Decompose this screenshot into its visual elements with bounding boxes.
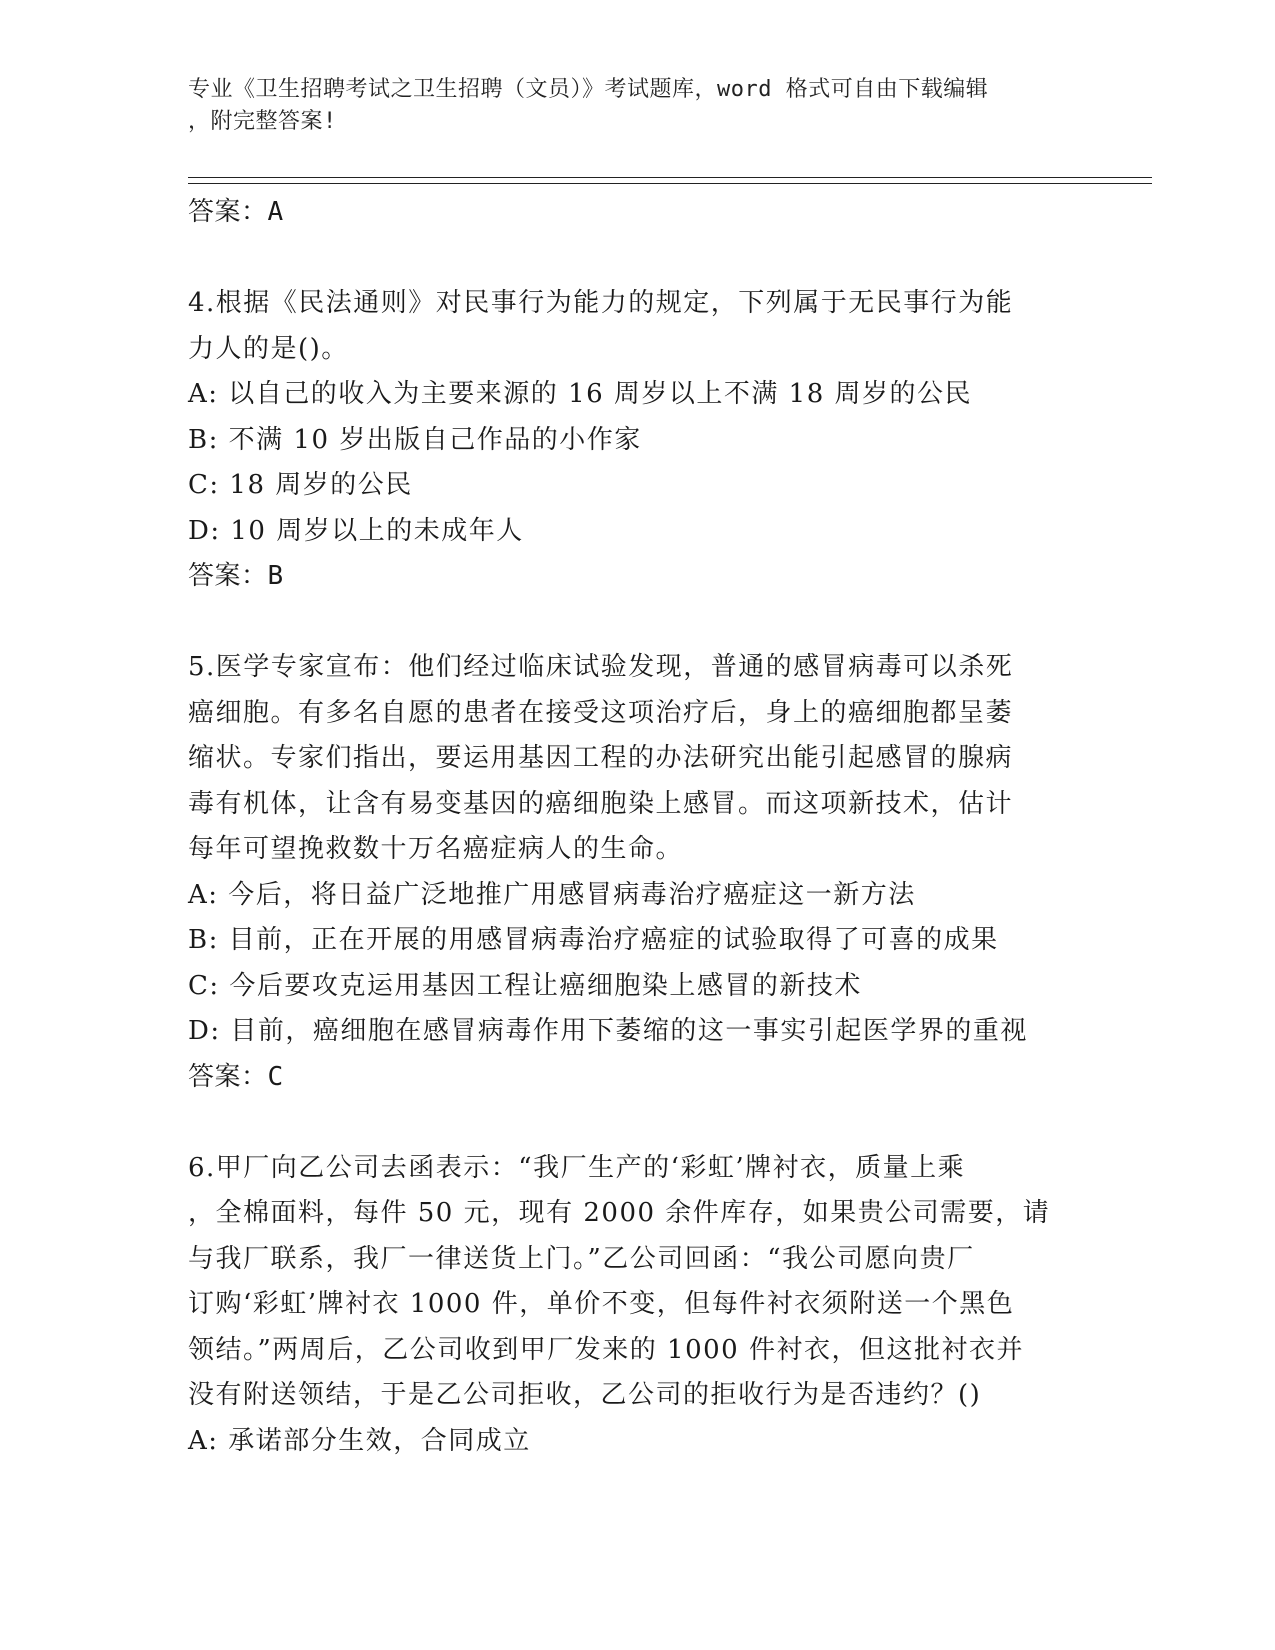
question-stem-line: 缩状。专家们指出，要运用基因工程的办法研究出能引起感冒的腺病 [188,743,1014,773]
question-stem-line: 订购‘彩虹’牌衬衣 1000 件，单价不变，但每件衬衣须附送一个黑色 [188,1289,1015,1319]
option-a: A: 今后，将日益广泛地推广用感冒病毒治疗癌症这一新方法 [188,879,916,910]
question-stem-line: 没有附送领结，于是乙公司拒收，乙公司的拒收行为是否违约？() [188,1380,982,1410]
header-line-2: ，附完整答案! [188,109,337,134]
question-4 [188,281,1088,600]
header-rule-top [188,177,1152,178]
option-c: C: 18 周岁的公民 [188,470,413,500]
question-list [188,190,1088,1464]
header-line-1: 专业《卫生招聘考试之卫生招聘（文员）》考试题库，word 格式可自由下载编辑 [188,77,989,102]
option-d: D: 目前，癌细胞在感冒病毒作用下萎缩的这一事实引起医学界的重视 [188,1016,1028,1046]
question-stem-line: 4.根据《民法通则》对民事行为能力的规定，下列属于无民事行为能 [188,288,1014,318]
page-header [188,74,1068,138]
option-c: C: 今后要攻克运用基因工程让癌细胞染上感冒的新技术 [188,970,862,1001]
option-b: B: 目前，正在开展的用感冒病毒治疗癌症的试验取得了可喜的成果 [188,925,999,955]
question-stem-line: 每年可望挽救数十万名癌症病人的生命。 [188,834,684,864]
question-stem-line: 癌细胞。有多名自愿的患者在接受这项治疗后，身上的癌细胞都呈萎 [188,697,1014,728]
spacer [188,1100,1088,1146]
header-rule-bottom [188,183,1152,184]
question-stem-line: 毒有机体，让含有易变基因的癌细胞染上感冒。而这项新技术，估计 [188,788,1014,819]
question-stem-line: 力人的是()。 [188,333,349,364]
question-5 [188,645,1088,1100]
question-stem-line: 5.医学专家宣布：他们经过临床试验发现，普通的感冒病毒可以杀死 [188,652,1014,682]
option-d: D: 10 周岁以上的未成年人 [188,515,524,546]
answer-5: 答案：C [188,1061,284,1092]
option-a: A: 以自己的收入为主要来源的 16 周岁以上不满 18 周岁的公民 [188,379,973,409]
spacer [188,236,1088,282]
question-stem-line: 领结。”两周后，乙公司收到甲厂发来的 1000 件衬衣，但这批衬衣并 [188,1334,1024,1365]
option-a: A: 承诺部分生效，合同成立 [188,1425,531,1456]
question-stem-line: 6.甲厂向乙公司去函表示：“我厂生产的‘彩虹’牌衬衣，质量上乘 [188,1152,966,1183]
answer-4: 答案：B [188,561,284,591]
answer-prev: 答案：A [188,197,284,227]
option-b: B: 不满 10 岁出版自己作品的小作家 [188,424,642,455]
spacer [188,600,1088,646]
question-stem-line: ，全棉面料，每件 50 元，现有 2000 余件库存，如果贵公司需要，请 [188,1198,1051,1228]
question-stem-line: 与我厂联系，我厂一律送货上门。”乙公司回函：“我公司愿向贵厂 [188,1243,975,1274]
question-6 [188,1146,1088,1465]
